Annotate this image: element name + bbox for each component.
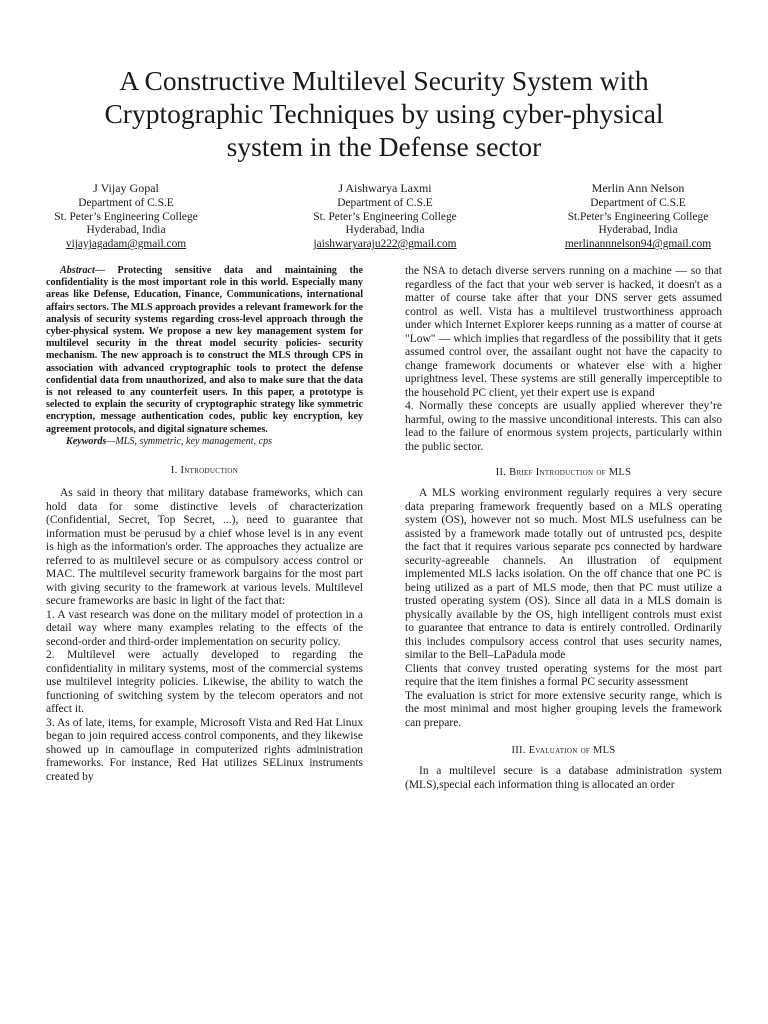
abstract-text: — Protecting sensitive data and maintaining the confidentiality is the most important role in this world. Especially many areas like Defense, Education, Finance, Communications, international affairs sectors. The MLS approach provides a relevant framework for the analysis of security systems regarding cross-level approach through the cyber-physical system. We propose a new key management system for multilevel security in the threat model security policies- security mechanism. The new approach is to construct the MLS through CPS in association with advanced cryptographic tools to protect the defense confidential data from unauthorized, and also to make sure that the data is not released to any counterfeit users. In this paper, a prototype is selected to explain the security of cryptographic strategy like symmetric encryption, message authentication codes, public key encryption, key agreement protocols, and digital signature schemes. (46, 265, 363, 435)
author-city: Hyderabad, India (345, 224, 425, 237)
paragraph: the NSA to detach diverse servers running on a machine — so that regardless of the fact that your web server is hacked, it doesn't as a matter of course take after that your DNS server gets assumed control as well. Vista has a multilevel trustworthiness approach under which Internet Explorer keeps running as a matter of course at "Low" — which implies that regardless of the possibility that it gets assumed control over, the assailant ought not have the capacity to change framework documents or whatever else with a higher uprightness level. These systems are still generally imperceptible to the household PC client, yet their expert use is expand (405, 265, 722, 399)
list-item: 2. Multilevel were actually developed to regarding the confidentiality in military systems, most of the commercial systems use multilevel integrity policies. Likewise, the ability to watch the functioning of switching system by the telecom operators and not affect it. (46, 649, 363, 716)
author-city: Hyderabad, India (86, 224, 166, 237)
keywords-label: Keywords (66, 435, 107, 447)
paragraph: As said in theory that military database frameworks, which can hold data for some distinctive levels of characterization (Confidential, Secret, Top Secret, ...), need to guarantee that information must be perusud by a chief whose level is in any event is high as the information's order. The approaches they actualize are referred to as multilevel secure or as compulsory access control or MAC. The multilevel security framework bargains for the most part with giving security to the framework at various levels. Multilevel secure frameworks are basic in light of the fact that: (46, 487, 363, 608)
keywords (66, 436, 363, 448)
paragraph: Clients that convey trusted operating systems for the most part require that the item finishes a formal PC security assessment (405, 662, 722, 688)
title-line: system in the Defense sector (226, 131, 542, 162)
abstract (46, 265, 363, 436)
author-name: J Aishwarya Laxmi (338, 181, 432, 195)
author-name: J Vijay Gopal (93, 181, 159, 195)
section-heading-brief-introduction: II. Brief Introduction of MLS (495, 467, 632, 478)
author-department: Department of C.S.E (78, 196, 174, 209)
paragraph: In a multilevel secure is a database administration system (MLS),special each information thing is allocated an order (405, 765, 722, 791)
list-item: 1. A vast research was done on the military model of protection in a detail way where many examples relating to the effects of the second-order and third-order implementation on security policy. (46, 608, 363, 648)
author-block (265, 182, 505, 252)
paragraph: A MLS working environment regularly requires a very secure data preparing framework frequently based on a MLS operating system (OS), however not so much. Most MLS usefulness can be assisted by a framework made totally out of untrusted pcs, despite the fact that it requires various separate pcs connected by hardware security-agreeable channels. An illustration of equipment implemented MLS lacks isolation. On the off chance that one PC is being utilized as a part of MLS mode, then that PC must utilize a trusted operating system (OS). Since all data in a MLS domain is physically available by the OS, high intelligent controls must exist to guarantee that entrance to data is entirely controlled. Ordinarily this includes compulsory access control that uses security names, similar to the Bell–LaPadula mode (405, 487, 722, 661)
title-line: A Constructive Multilevel Security System with (119, 65, 649, 96)
paragraph: The evaluation is strict for more extensive security range, which is the most minimal and most higher grouping levels the framework can prepare. (405, 689, 722, 729)
author-email[interactable]: jaishwaryaraju222@gmail.com (313, 238, 457, 251)
author-email[interactable]: vijayjagadam@gmail.com (65, 238, 187, 251)
paper-title (30, 64, 738, 163)
author-college: St. Peter’s Engineering College (313, 210, 457, 223)
author-email[interactable]: merlinannnelson94@gmail.com (564, 238, 712, 251)
author-block (518, 182, 758, 252)
author-department: Department of C.S.E (590, 196, 686, 209)
list-item: 4. Normally these concepts are usually applied wherever they’re harmful, owing to the massive unconditional interests. This can also lead to the failure of enormous system projects, particularly within the public sector. (405, 400, 722, 453)
section-heading-evaluation: III. Evaluation of MLS (511, 745, 616, 756)
title-line: Cryptographic Techniques by using cyber-physical (104, 98, 664, 129)
right-column (405, 265, 722, 792)
section-heading-introduction: I. Introduction (170, 465, 239, 477)
author-name: Merlin Ann Nelson (591, 181, 685, 195)
abstract-label: Abstract (60, 265, 95, 276)
author-department: Department of C.S.E (337, 196, 433, 209)
list-item: 3. As of late, items, for example, Microsoft Vista and Red Hat Linux began to join required access control components, and they likewise showed up in camouflage in computerized rights administration frameworks. For instance, Red Hat utilizes SELinux instruments created by (46, 716, 363, 783)
left-column (46, 265, 363, 784)
author-college: St.Peter’s Engineering College (567, 210, 709, 223)
author-college: St. Peter’s Engineering College (54, 210, 198, 223)
author-block (6, 182, 246, 252)
author-city: Hyderabad, India (598, 224, 678, 237)
keywords-text: —MLS, symmetric, key management, cps (106, 435, 273, 447)
